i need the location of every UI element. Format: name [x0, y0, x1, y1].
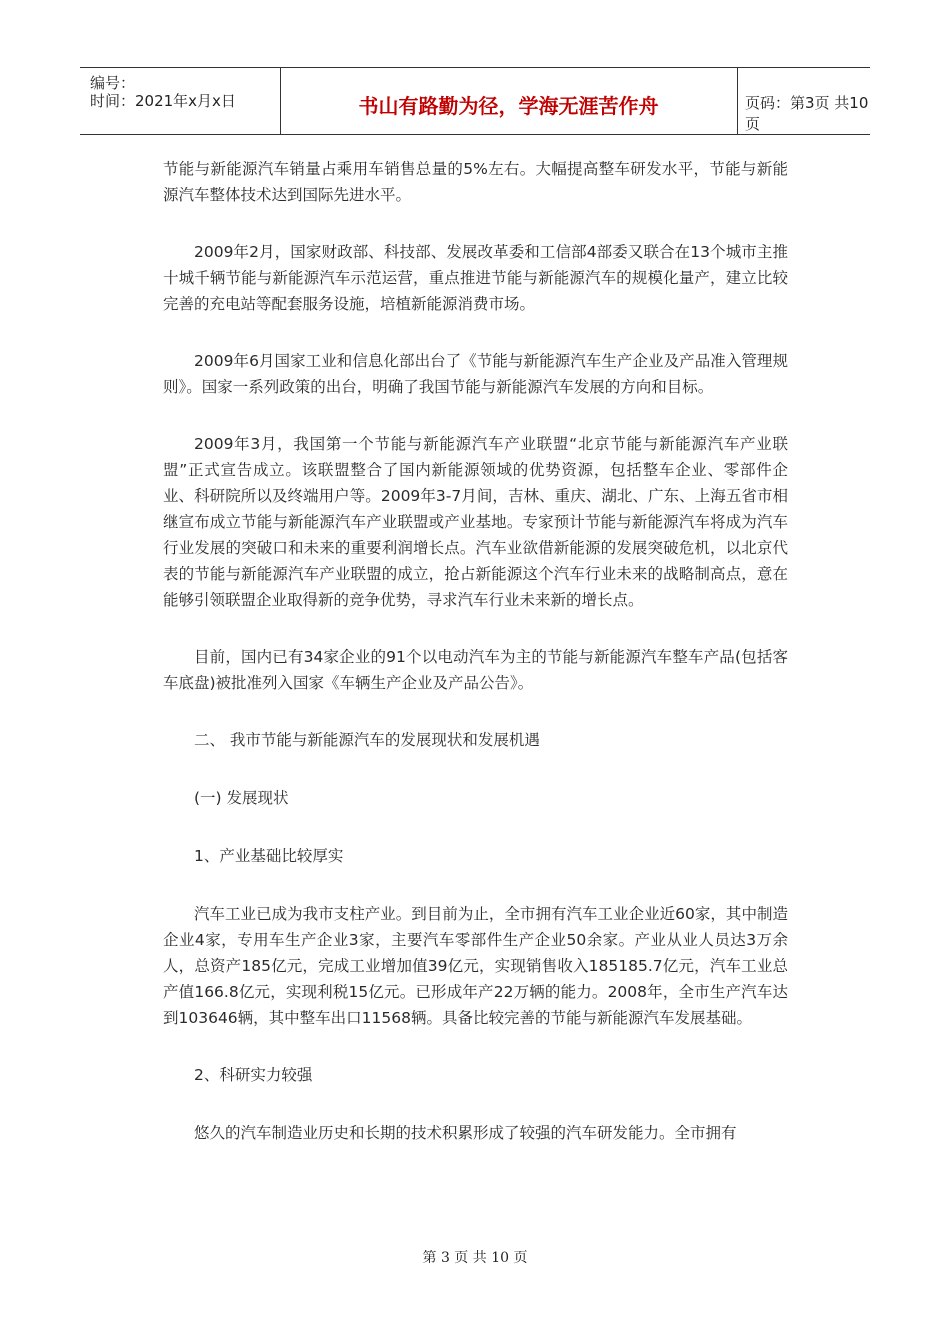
- header-right-cell: [737, 68, 870, 134]
- paragraph-continued: 节能与新能源汽车销量占乘用车销售总量的5%左右。大幅提高整车研发水平，节能与新能源汽车整体技术达到国际先进水平。: [163, 160, 788, 204]
- header-page-number: 页码：第3页 共10页: [745, 94, 869, 133]
- page-footer: 第 3 页 共 10 页: [422, 1250, 528, 1266]
- subheading-research-strength: 2、科研实力较强: [194, 1066, 313, 1084]
- section-heading: 二、 我市节能与新能源汽车的发展现状和发展机遇: [194, 731, 540, 749]
- document-code-label: 编号：: [90, 74, 136, 92]
- subheading-development-status: (一) 发展现状: [194, 789, 289, 807]
- paragraph-2009-jun: 2009年6月国家工业和信息化部出台了《节能与新能源汽车生产企业及产品准入管理规则》。国家一系列政策的出台，明确了我国节能与新能源汽车发展的方向和目标。: [163, 352, 788, 396]
- paragraph-research: 悠久的汽车制造业历史和长期的技术积累形成了较强的汽车研发能力。全市拥有: [194, 1124, 737, 1142]
- header-left-cell: [80, 68, 281, 134]
- paragraph-2009-mar: 2009年3月，我国第一个节能与新能源汽车产业联盟“北京节能与新能源汽车产业联盟”正式宣告成立。该联盟整合了国内新能源领域的优势资源，包括整车企业、零部件企业、科研院所以及终端用户等。2009年3-7月间，吉林、重庆、湖北、广东、上海五省市相继宣布成立节能与新能源汽车产业联盟或产业基地。专家预计节能与新能源汽车将成为汽车行业发展的突破口和未来的重要利润增长点。汽车业欲借新能源的发展突破危机，以北京代表的节能与新能源汽车产业联盟的成立，抢占新能源这个汽车行业未来的战略制高点，意在能够引领联盟企业取得新的竞争优势，寻求汽车行业未来新的增长点。: [163, 435, 788, 609]
- header-middle-cell: [280, 68, 738, 134]
- paragraph-industry: 汽车工业已成为我市支柱产业。到目前为止，全市拥有汽车工业企业近60家，其中制造企业4家，专用车生产企业3家，主要汽车零部件生产企业50余家。产业从业人员达3万余人，总资产185亿元，完成工业增加值39亿元，实现销售收入185185.7亿元，汽车工业总产值166.8亿元，实现利税15亿元。已形成年产22万辆的能力。2008年，全市生产汽车达到103646辆，其中整车出口11568辆。具备比较完善的节能与新能源汽车发展基础。: [163, 905, 788, 1027]
- paragraph-current-status: 目前，国内已有34家企业的91个以电动汽车为主的节能与新能源汽车整车产品(包括客车底盘)被批准列入国家《车辆生产企业及产品公告》。: [163, 648, 788, 692]
- subheading-industry-base: 1、产业基础比较厚实: [194, 847, 344, 865]
- paragraph-2009-feb: 2009年2月，国家财政部、科技部、发展改革委和工信部4部委又联合在13个城市主推十城千辆节能与新能源汽车示范运营，重点推进节能与新能源汽车的规模化量产，建立比较完善的充电站等配套服务设施，培植新能源消费市场。: [163, 243, 788, 313]
- header-motto: 书山有路勤为径，学海无涯苦作舟: [358, 94, 659, 118]
- header-table: [80, 67, 870, 135]
- document-time-label: 时间：2021年x月x日: [90, 92, 236, 110]
- document-body: [163, 156, 788, 1177]
